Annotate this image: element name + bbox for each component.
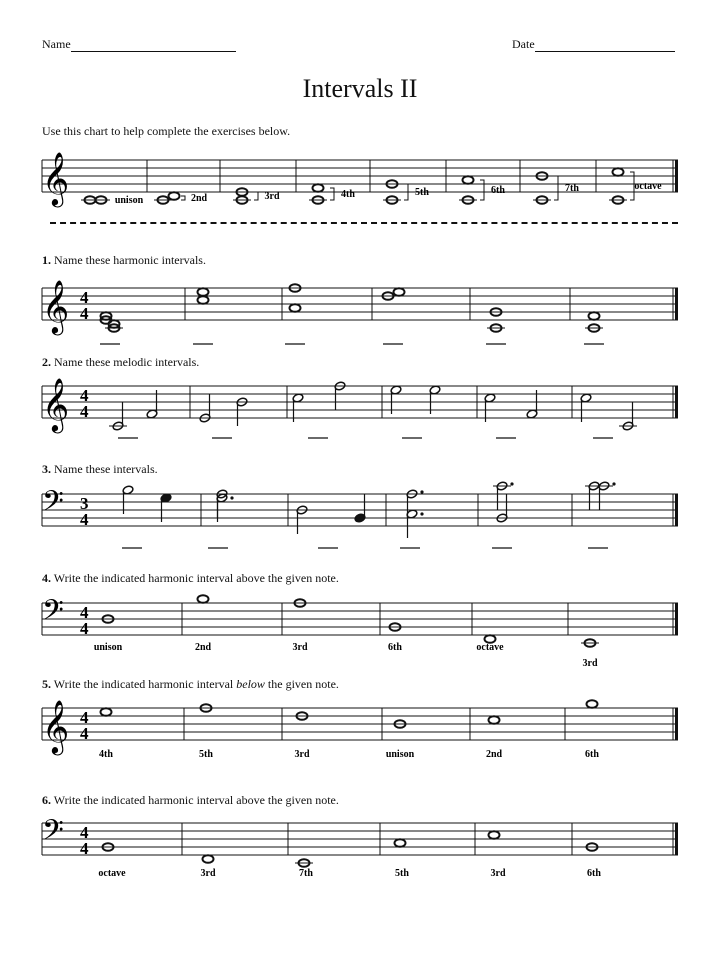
treble-clef-icon: 𝄞	[42, 151, 70, 205]
interval-label: 2nd	[190, 193, 208, 204]
whole-note	[613, 168, 624, 176]
time-signature-bottom: 4	[80, 839, 89, 858]
whole-note	[198, 595, 209, 603]
whole-note	[394, 288, 405, 296]
bass-clef-icon: 𝄢	[42, 594, 64, 634]
whole-note	[589, 312, 600, 320]
interval-label: unison	[93, 642, 123, 653]
page-title: Intervals II	[302, 74, 418, 103]
time-signature-bottom: 4	[80, 510, 89, 529]
bass-clef-icon: 𝄢	[42, 814, 64, 854]
whole-note	[463, 176, 474, 184]
interval-label: 6th	[585, 749, 599, 760]
exercise-6-staff	[42, 823, 678, 855]
interval-label: octave	[634, 181, 662, 192]
interval-label: 3rd	[264, 191, 280, 202]
final-barline-thick	[675, 386, 678, 418]
time-signature-top: 3	[80, 494, 89, 513]
final-barline-thick	[675, 494, 678, 526]
interval-label: 5th	[415, 187, 429, 198]
dot	[420, 512, 423, 515]
interval-label: 6th	[587, 868, 601, 879]
time-signature-bottom: 4	[80, 402, 89, 421]
interval-label: 4th	[341, 189, 355, 200]
whole-note	[290, 304, 301, 312]
whole-note	[313, 184, 324, 192]
whole-note	[198, 288, 209, 296]
interval-label: 3rd	[292, 642, 308, 653]
whole-note	[203, 855, 214, 863]
time-signature-top: 4	[80, 823, 89, 842]
time-signature-top: 4	[80, 603, 89, 622]
exercise-5-prompt: 5. Write the indicated harmonic interval below the given note.	[42, 677, 339, 691]
exercise-1-prompt: 1. Name these harmonic intervals.	[42, 253, 206, 267]
interval-label: 4th	[99, 749, 113, 760]
interval-bracket	[330, 188, 334, 200]
time-signature-top: 4	[80, 386, 89, 405]
interval-label: 5th	[395, 868, 409, 879]
interval-label: 3rd	[294, 749, 310, 760]
interval-label: 5th	[199, 749, 213, 760]
time-signature-bottom: 4	[80, 304, 89, 323]
whole-note	[169, 192, 180, 200]
dot	[612, 482, 615, 485]
whole-note	[395, 839, 406, 847]
dot	[420, 490, 423, 493]
interval-label: 7th	[299, 868, 313, 879]
interval-bracket	[554, 176, 558, 200]
treble-clef-icon: 𝄞	[42, 279, 70, 333]
final-barline-thick	[675, 160, 678, 192]
interval-label: 3rd	[490, 868, 506, 879]
interval-label: 2nd	[485, 749, 503, 760]
exercise-2-prompt: 2. Name these melodic intervals.	[42, 355, 200, 369]
dot	[510, 482, 513, 485]
exercise-3-prompt: 3. Name these intervals.	[42, 462, 158, 476]
bass-clef-icon: 𝄢	[42, 485, 64, 525]
final-barline-thick	[675, 823, 678, 855]
exercise-6-prompt: 6. Write the indicated harmonic interval above the given note.	[42, 793, 339, 807]
interval-label: unison	[114, 195, 144, 206]
exercise-4-prompt: 4. Write the indicated harmonic interval above the given note.	[42, 571, 339, 585]
dot	[230, 496, 233, 499]
exercise-4-staff	[42, 603, 678, 635]
time-signature-bottom: 4	[80, 619, 89, 638]
interval-label: unison	[385, 749, 415, 760]
reference-staff	[42, 160, 678, 192]
interval-label: 3rd	[582, 658, 598, 669]
whole-note	[489, 831, 500, 839]
time-signature-bottom: 4	[80, 724, 89, 743]
interval-bracket	[254, 192, 258, 200]
treble-clef-icon: 𝄞	[42, 377, 70, 431]
final-barline-thick	[675, 708, 678, 740]
final-barline-thick	[675, 288, 678, 320]
exercise-5-staff	[42, 708, 678, 740]
interval-label: octave	[98, 868, 126, 879]
interval-label: 3rd	[200, 868, 216, 879]
interval-label: 2nd	[194, 642, 212, 653]
whole-note	[587, 700, 598, 708]
interval-label: 6th	[388, 642, 402, 653]
interval-bracket	[181, 196, 185, 200]
interval-bracket	[480, 180, 484, 200]
whole-note	[489, 716, 500, 724]
date-label: Date	[512, 37, 535, 51]
name-label: Name	[42, 37, 71, 51]
exercise-1-staff	[42, 288, 678, 320]
treble-clef-icon: 𝄞	[42, 699, 70, 753]
interval-label: 6th	[491, 185, 505, 196]
intro-text: Use this chart to help complete the exercises below.	[42, 124, 291, 138]
interval-label: 7th	[565, 183, 579, 194]
interval-label: octave	[476, 642, 504, 653]
whole-note	[101, 708, 112, 716]
time-signature-top: 4	[80, 708, 89, 727]
time-signature-top: 4	[80, 288, 89, 307]
whole-note	[198, 296, 209, 304]
final-barline-thick	[675, 603, 678, 635]
